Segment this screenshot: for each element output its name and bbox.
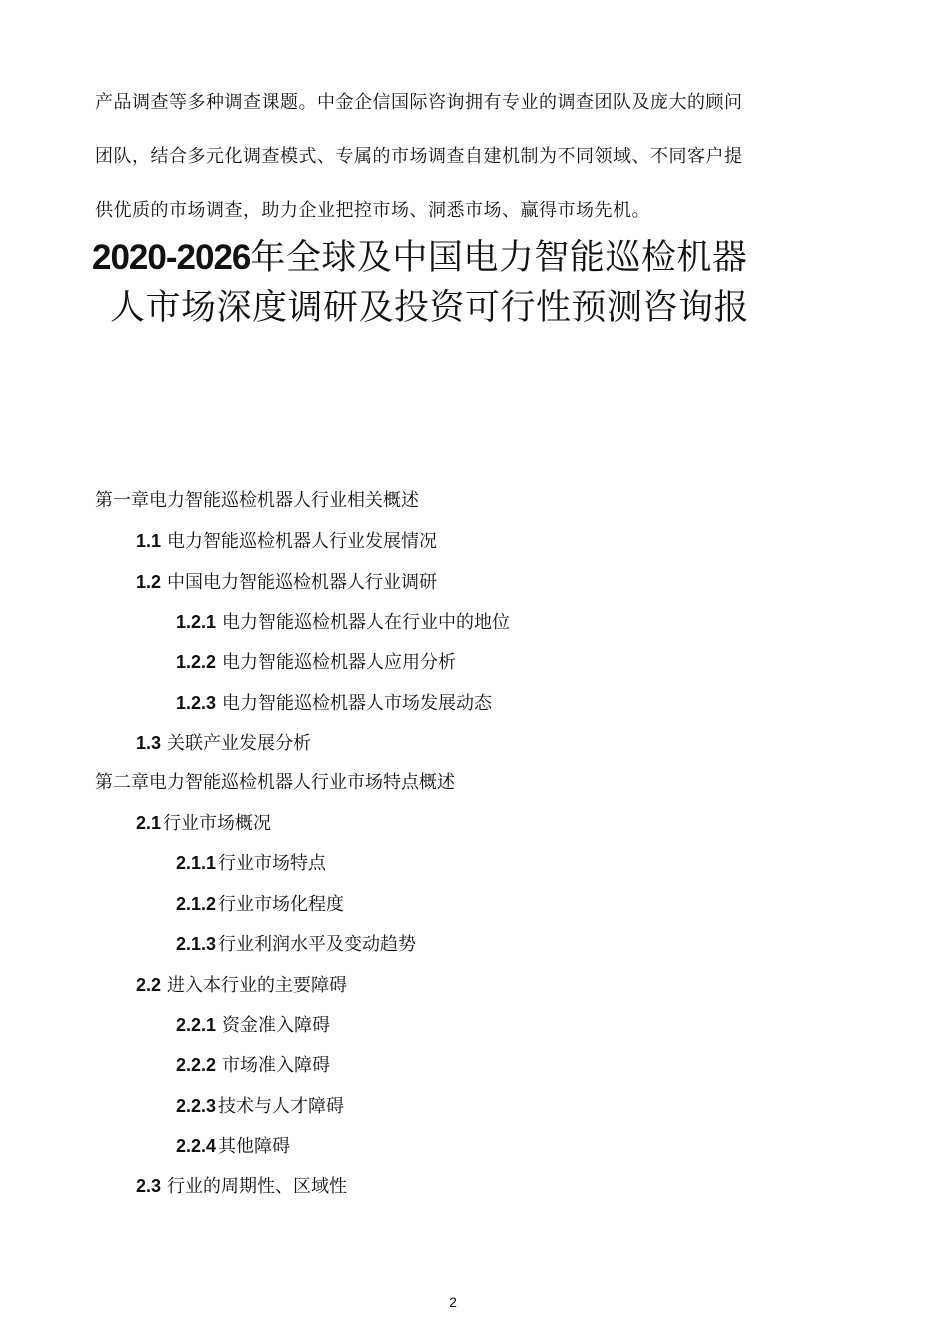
toc-section-number: 2.1.1	[176, 853, 217, 873]
toc-section-label: 电力智能巡检机器人应用分析	[222, 652, 457, 673]
toc-section-label: 行业利润水平及变动趋势	[218, 934, 417, 955]
toc-subsection-1-2-1	[176, 610, 510, 635]
toc-section-number: 2.2.1	[176, 1015, 217, 1035]
toc-section-2-1	[136, 811, 271, 836]
toc-section-number: 1.2.2	[176, 652, 217, 672]
toc-subsection-2-2-3	[176, 1094, 344, 1119]
toc-subsection-2-2-1	[176, 1013, 330, 1038]
toc-subsection-2-2-4	[176, 1134, 290, 1159]
report-title-line-2	[110, 286, 749, 330]
toc-section-2-3	[136, 1174, 347, 1199]
toc-section-label: 进入本行业的主要障碍	[167, 975, 348, 996]
toc-section-label: 中国电力智能巡检机器人行业调研	[167, 572, 438, 593]
toc-section-number: 2.1.3	[176, 934, 217, 954]
toc-section-number: 1.2.3	[176, 693, 217, 713]
toc-section-label: 行业市场概况	[163, 813, 272, 834]
toc-chapter-2: 第二章电力智能巡检机器人行业市场特点概述	[95, 772, 455, 793]
toc-section-label: 其他障碍	[218, 1136, 291, 1157]
toc-subsection-2-1-2	[176, 892, 344, 917]
toc-subsection-2-2-2	[176, 1053, 330, 1078]
toc-section-label: 关联产业发展分析	[167, 733, 312, 754]
toc-section-1-2	[136, 570, 437, 595]
toc-subsection-2-1-3	[176, 932, 416, 957]
toc-section-1-1	[136, 529, 437, 554]
toc-section-label: 资金准入障碍	[222, 1015, 331, 1036]
toc-section-number: 2.1.2	[176, 894, 217, 914]
toc-section-number: 2.1	[136, 813, 162, 833]
toc-section-label: 电力智能巡检机器人在行业中的地位	[222, 612, 511, 633]
report-title-text-1: 年全球及中国电力智能巡检机器	[250, 238, 748, 278]
toc-subsection-1-2-2	[176, 650, 456, 675]
toc-subsection-1-2-3	[176, 691, 492, 716]
toc-section-label: 电力智能巡检机器人行业发展情况	[167, 531, 438, 552]
toc-chapter-1: 第一章电力智能巡检机器人行业相关概述	[95, 490, 419, 511]
toc-section-number: 2.3	[136, 1176, 162, 1196]
intro-paragraph-line-2: 团队，结合多元化调查模式、专属的市场调查自建机制为不同领域、不同客户提	[95, 146, 743, 167]
toc-section-label: 行业市场化程度	[218, 894, 345, 915]
toc-section-label: 行业的周期性、区域性	[167, 1176, 348, 1197]
toc-section-number: 2.2.2	[176, 1055, 217, 1075]
report-title-year-range: 2020-2026	[92, 238, 251, 277]
toc-section-2-2	[136, 973, 347, 998]
toc-section-label: 行业市场特点	[218, 853, 327, 874]
toc-section-number: 1.3	[136, 733, 162, 753]
page-number: 2	[449, 1294, 457, 1310]
toc-section-number: 1.2.1	[176, 612, 217, 632]
toc-subsection-2-1-1	[176, 851, 326, 876]
toc-section-number: 1.2	[136, 572, 162, 592]
intro-paragraph-line-3: 供优质的市场调查，助力企业把控市场、洞悉市场、赢得市场先机。	[95, 200, 650, 221]
report-title-line-1	[92, 236, 747, 280]
toc-section-1-3	[136, 731, 311, 756]
toc-section-number: 2.2.4	[176, 1136, 217, 1156]
toc-section-label: 电力智能巡检机器人市场发展动态	[222, 693, 493, 714]
toc-section-label: 技术与人才障碍	[218, 1096, 345, 1117]
toc-section-number: 1.1	[136, 531, 162, 551]
intro-paragraph-line-1: 产品调查等多种调查课题。中金企信国际咨询拥有专业的调查团队及庞大的顾问	[95, 92, 743, 113]
toc-section-number: 2.2	[136, 975, 162, 995]
report-title-text-2: 人市场深度调研及投资可行性预测咨询报	[110, 288, 750, 328]
toc-section-number: 2.2.3	[176, 1096, 217, 1116]
toc-section-label: 市场准入障碍	[222, 1055, 331, 1076]
